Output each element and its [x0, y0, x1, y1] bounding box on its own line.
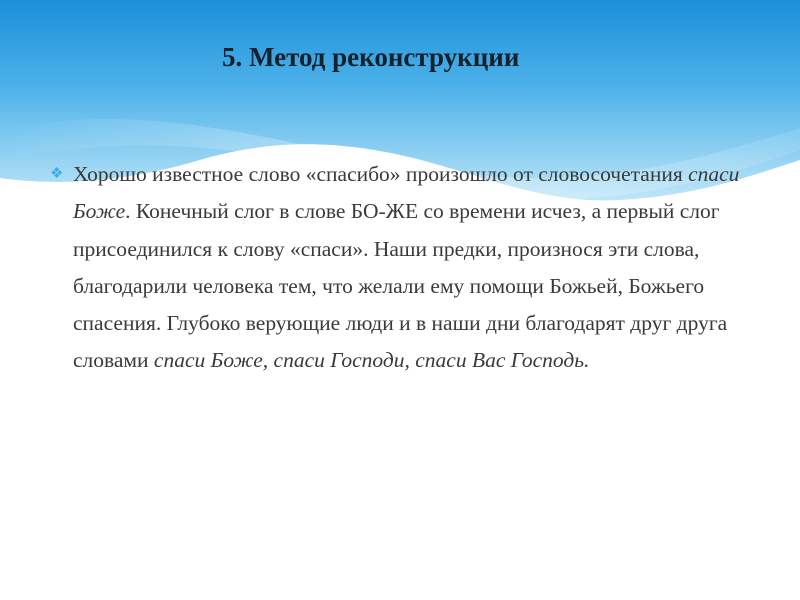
body-text	[50, 156, 762, 380]
paragraph	[73, 156, 762, 380]
text-run: Хорошо известное слово «спасибо» произошло от словосочетания	[73, 162, 689, 186]
text-run: . Конечный слог в слове БО-ЖЕ со времени исчез, а первый слог присоединился к слову «спаси». Наши предки, произнося эти слова, благодарили человека тем, что желали ему помощи Божьей, Божьего спасения. Глубоко верующие люди и в наши дни благодарят друг друга словами	[73, 199, 728, 373]
slide-title: 5. Метод реконструкции	[222, 42, 520, 72]
text-run-italic: спаси Боже, спаси Господи, спаси Вас Господь.	[153, 348, 590, 373]
text-run-italic: спаси Боже	[73, 162, 740, 224]
bullet-icon: ❖	[50, 166, 64, 182]
